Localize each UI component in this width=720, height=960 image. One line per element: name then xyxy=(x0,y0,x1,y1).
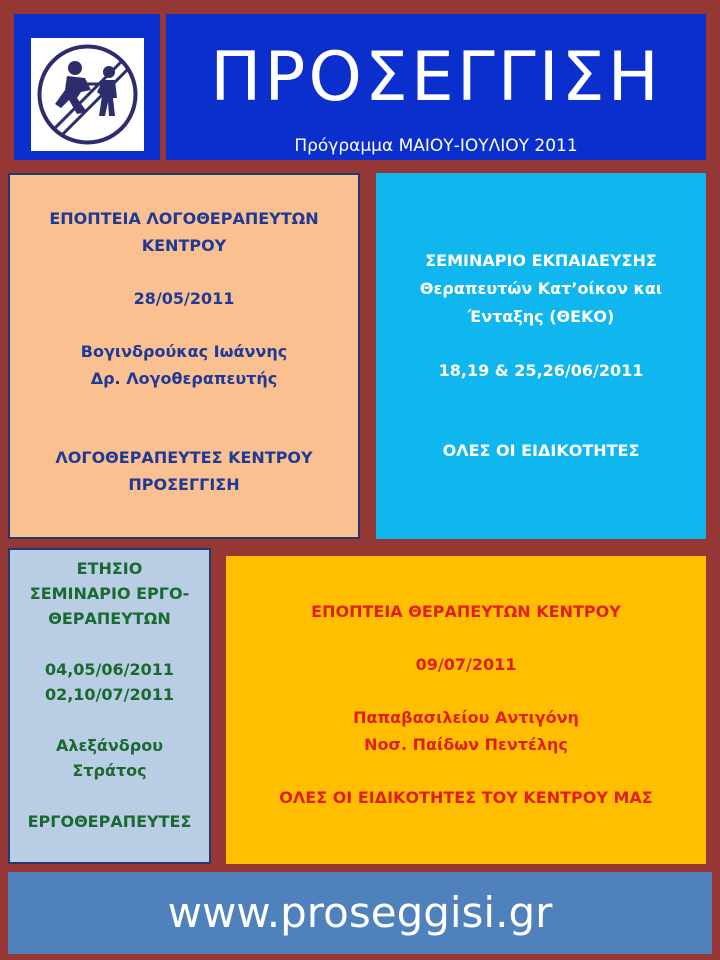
logo-frame xyxy=(31,38,144,151)
program-subtitle: Πρόγραμμα ΜΑΙΟΥ-ΙΟΥΛΙΟΥ 2011 xyxy=(294,136,578,156)
card1-speaker: Βογινδρούκας Ιωάννης xyxy=(80,342,288,361)
card3-dates-line1: 04,05/06/2011 xyxy=(44,660,175,679)
card2-heading-line2: Θεραπευτών Κατ’οίκον και xyxy=(419,279,663,298)
card2-dates: 18,19 & 25,26/06/2011 xyxy=(438,361,644,380)
card2-audience: ΟΛΕΣ ΟΙ ΕΙΔΙΚΟΤΗΤΕΣ xyxy=(442,441,640,460)
card3-speaker-line2: Στράτος xyxy=(72,761,147,780)
website-link[interactable]: www.proseggisi.gr xyxy=(167,888,553,937)
card3-audience: ΕΡΓΟΘΕΡΑΠΕΥΤΕΣ xyxy=(27,812,192,831)
card2-heading-line3: Ένταξης (ΘΕΚΟ) xyxy=(467,307,615,326)
card3-speaker-line1: Αλεξάνδρου xyxy=(56,736,163,755)
card2-heading-line1: ΣΕΜΙΝΑΡΙΟ ΕΚΠΑΙΔΕΥΣΗΣ xyxy=(425,251,657,270)
card4-audience: ΟΛΕΣ ΟΙ ΕΙΔΙΚΟΤΗΤΕΣ ΤΟΥ ΚΕΝΤΡΟΥ ΜΑΣ xyxy=(279,788,653,807)
therapist-child-logo-icon xyxy=(31,38,144,151)
footer-panel xyxy=(8,872,712,954)
card3-heading-line2: ΣΕΜΙΝΑΡΙΟ ΕΡΓΟ- xyxy=(29,584,190,603)
card1-speaker-title: Δρ. Λογοθεραπευτής xyxy=(90,369,278,388)
card-occupational-therapists-seminar xyxy=(8,548,211,864)
card-therapists-supervision xyxy=(226,556,706,864)
card1-audience-line2: ΠΡΟΣΕΓΓΙΣΗ xyxy=(128,475,240,494)
header-panel xyxy=(166,14,706,160)
card-theko-seminar xyxy=(376,173,706,539)
card4-date: 09/07/2011 xyxy=(415,655,517,674)
card1-heading-line2: ΚΕΝΤΡΟΥ xyxy=(141,236,227,255)
card4-speaker: Παπαβασιλείου Αντιγόνη xyxy=(353,708,579,727)
card1-date: 28/05/2011 xyxy=(133,289,235,308)
card3-dates-line2: 02,10/07/2011 xyxy=(44,685,175,704)
card-speech-therapists-supervision xyxy=(8,173,360,539)
page-title: ΠΡΟΣΕΓΓΙΣΗ xyxy=(210,38,662,117)
card1-heading-line1: ΕΠΟΠΤΕΙΑ ΛΟΓΟΘΕΡΑΠΕΥΤΩΝ xyxy=(49,209,319,228)
card4-speaker-affiliation: Νοσ. Παίδων Πεντέλης xyxy=(364,735,568,754)
card4-heading: ΕΠΟΠΤΕΙΑ ΘΕΡΑΠΕΥΤΩΝ ΚΕΝΤΡΟΥ xyxy=(311,602,621,621)
card3-heading-line3: ΘΕΡΑΠΕΥΤΩΝ xyxy=(48,609,171,628)
logo-panel xyxy=(14,14,160,160)
card3-heading-line1: ΕΤΗΣΙΟ xyxy=(76,559,143,578)
card1-audience-line1: ΛΟΓΟΘΕΡΑΠΕΥΤΕΣ ΚΕΝΤΡΟΥ xyxy=(55,448,313,467)
